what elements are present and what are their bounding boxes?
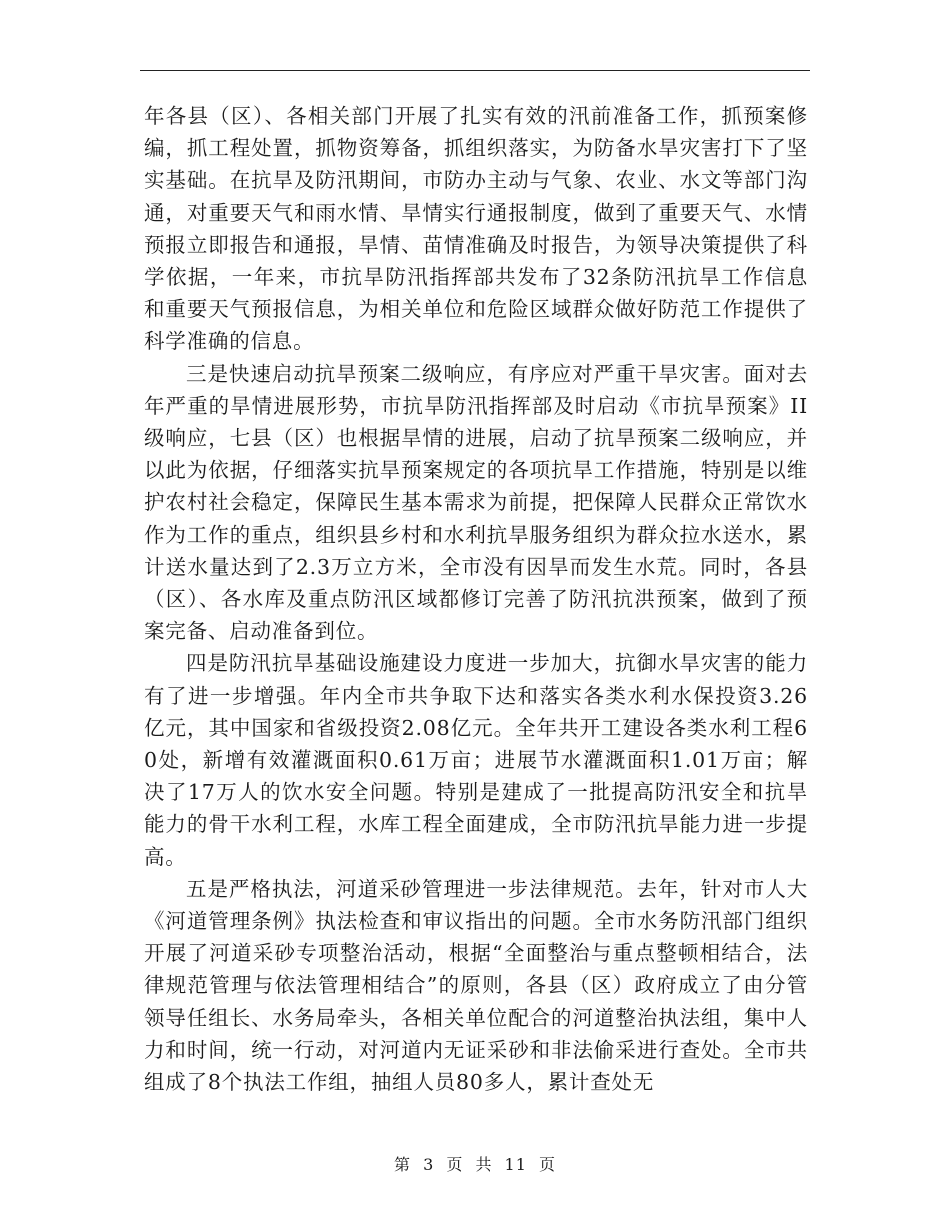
page-number-footer: 第 3 页 共 11 页	[394, 1155, 556, 1174]
paragraph-2: 三是快速启动抗旱预案二级响应，有序应对严重干旱灾害。面对去年严重的旱情进展形势，市抗旱防汛指挥部及时启动《市抗旱预案》II级响应，七县（区）也根据旱情的进展，启动了抗旱预案二级响应，并以此为依据，仔细落实抗旱预案规定的各项抗旱工作措施，特别是以维护农村社会稳定，保障民生基本需求为前提，把保障人民群众正常饮水作为工作的重点，组织县乡村和水利抗旱服务组织为群众拉水送水，累计送水量达到了2.3万立方米，全市没有因旱而发生水荒。同时，各县（区）、各水库及重点防汛区域都修订完善了防汛抗洪预案，做到了预案完备、启动准备到位。	[144, 361, 808, 644]
body-text	[144, 100, 808, 1098]
paragraph-4: 五是严格执法，河道采砂管理进一步法律规范。去年，针对市人大《河道管理条例》执法检查和审议指出的问题。全市水务防汛部门组织开展了河道采砂专项整治活动，根据“全面整治与重点整顿相结合，法律规范管理与依法管理相结合”的原则，各县（区）政府成立了由分管领导任组长、水务局牵头，各相关单位配合的河道整治执法组，集中人力和时间，统一行动，对河道内无证采砂和非法偷采进行查处。全市共组成了8个执法工作组，抽组人员80多人，累计查处无	[144, 876, 808, 1095]
paragraph-1: 年各县（区）、各相关部门开展了扎实有效的汛前准备工作，抓预案修编，抓工程处置，抓物资筹备，抓组织落实，为防备水旱灾害打下了坚实基础。在抗旱及防汛期间，市防办主动与气象、农业、水文等部门沟通，对重要天气和雨水情、旱情实行通报制度，做到了重要天气、水情预报立即报告和通报，旱情、苗情准确及时报告，为领导决策提供了科学依据，一年来，市抗旱防汛指挥部共发布了32条防汛抗旱工作信息和重要天气预报信息，为相关单位和危险区域群众做好防范工作提供了科学准确的信息。	[144, 104, 808, 354]
paragraph-3: 四是防汛抗旱基础设施建设力度进一步加大，抗御水旱灾害的能力有了进一步增强。年内全市共争取下达和落实各类水利水保投资3.26亿元，其中国家和省级投资2.08亿元。全年共开工建设各类水利工程60处，新增有效灌溉面积0.61万亩；进展节水灌溉面积1.01万亩；解决了17万人的饮水安全问题。特别是建成了一批提高防汛安全和抗旱能力的骨干水利工程，水库工程全面建成，全市防汛抗旱能力进一步提高。	[144, 651, 808, 869]
header-rule	[140, 70, 810, 71]
